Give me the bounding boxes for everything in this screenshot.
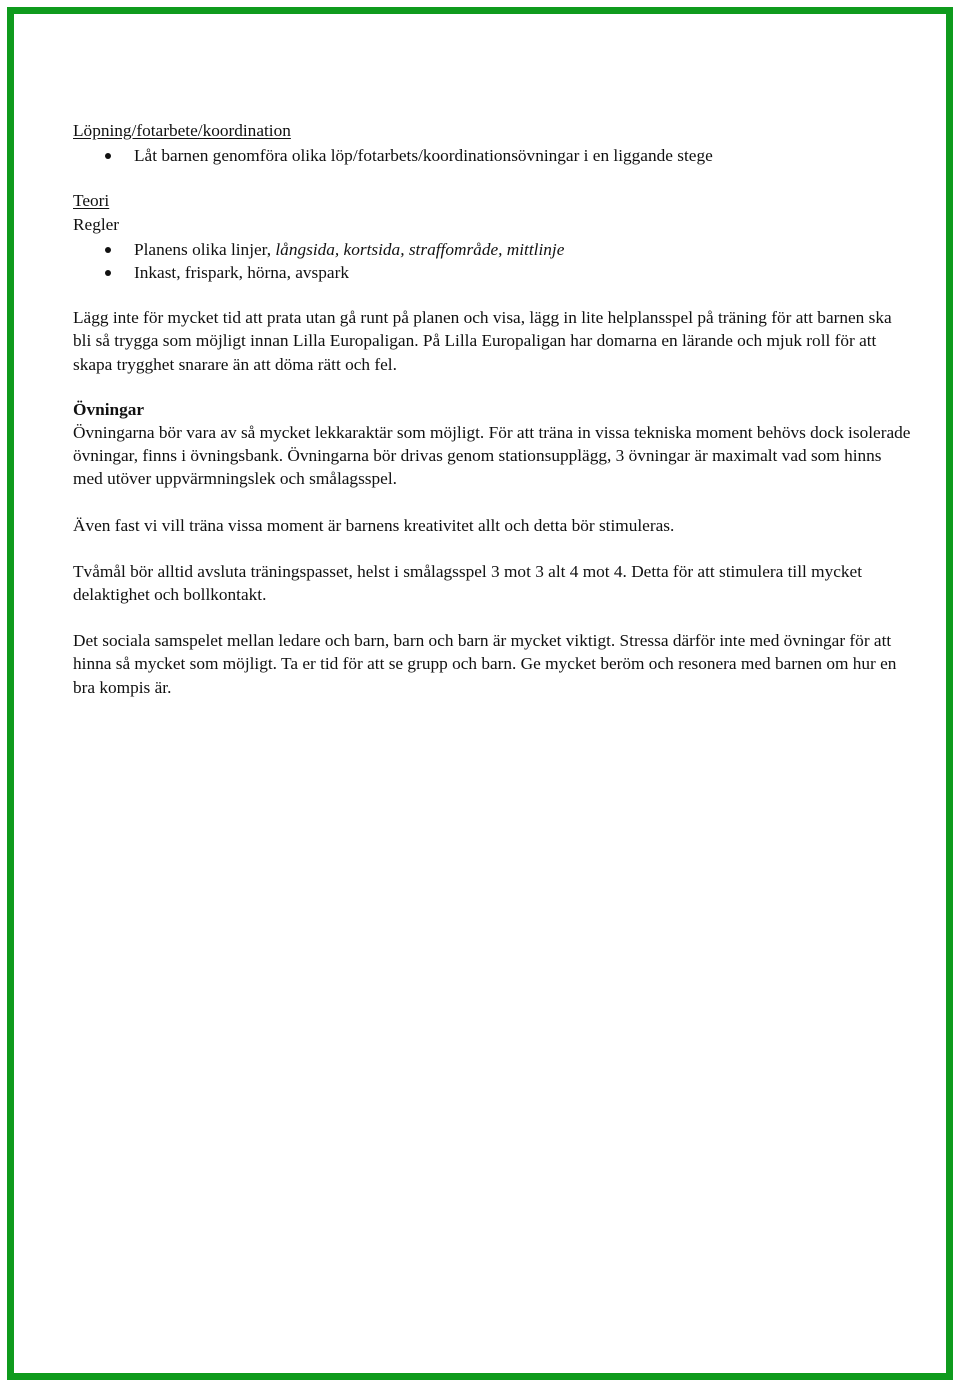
list-item-text: Planens olika linjer, [134, 239, 276, 259]
page-frame [7, 7, 953, 1380]
list-lopning [73, 144, 913, 167]
heading-lopning: Löpning/fotarbete/koordination [73, 121, 291, 140]
heading-ovningar: Övningar [73, 399, 145, 419]
paragraph-socialt: Det sociala samspelet mellan ledare och barn, barn och barn är mycket viktigt. Stressa därför inte med övningar för att hinna så mycket som möjligt. Ta er tid för att se grupp och barn. Ge mycket beröm och resonera med barnen om hur en bra kompis är. [73, 631, 897, 697]
paragraph-tvamal: Tvåmål bör alltid avsluta träningspasset, helst i smålagsspel 3 mot 3 alt 4 mot 4. Detta för att stimulera till mycket delaktighet och bollkontakt. [73, 561, 863, 605]
list-regler [73, 238, 913, 284]
paragraph-teori: Lägg inte för mycket tid att prata utan gå runt på planen och visa, lägg in lite helplansspel på träning för att barnen ska bli så trygga som möjligt innan Lilla Europaligan. På Lilla Europaligan har domarna en lärande och mjuk roll för att skapa trygghet snarare än att döma rätt och fel. [73, 308, 892, 374]
paragraph-kreativitet: Även fast vi vill träna vissa moment är barnens kreativitet allt och detta bör stimuleras. [73, 515, 675, 535]
list-item: Inkast, frispark, hörna, avspark [73, 261, 913, 284]
list-item-italic-text: långsida, kortsida, straffområde, mittlinje [275, 239, 565, 259]
list-item: Låt barnen genomföra olika löp/fotarbets/koordinationsövningar i en liggande stege [73, 144, 913, 167]
paragraph-ovningar: Övningarna bör vara av så mycket lekkaraktär som möjligt. För att träna in vissa tekniska moment behövs dock isolerade övningar, finns i övningsbank. Övningarna bör drivas genom stationsupplägg, 3 övningar är maximalt vad som hinns med utöver uppvärmningslek och smålagsspel. [73, 423, 911, 489]
subheading-regler: Regler [73, 214, 120, 234]
list-item [73, 238, 913, 261]
document-body [73, 119, 913, 699]
heading-teori: Teori [73, 191, 110, 211]
